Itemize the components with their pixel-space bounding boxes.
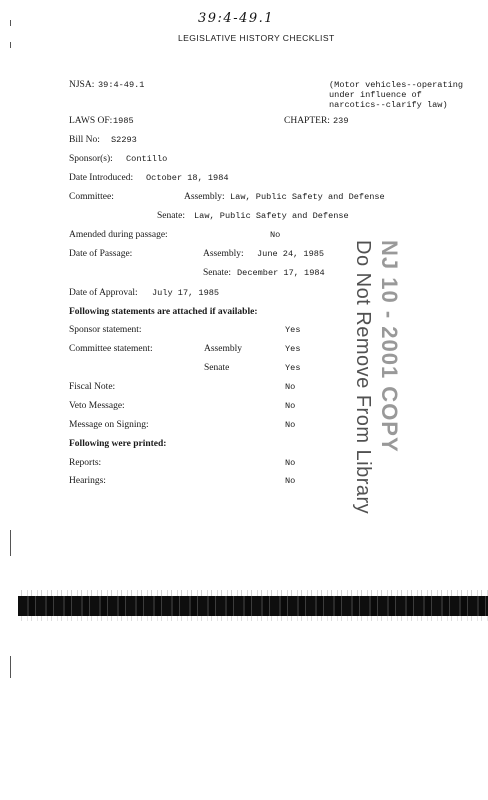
statements-heading: Following statements are attached if available: [69,307,258,317]
message-on-signing-label: Message on Signing: [69,420,149,430]
date-of-passage-label: Date of Passage: [69,249,133,259]
stamp-line-2: Do Not Remove From Library [352,240,374,515]
bill-no-label: Bill No: [69,135,100,145]
chapter-value: 239 [333,116,349,126]
committee-statement-senate-label: Senate [204,363,230,373]
passage-assembly-value: June 24, 1985 [257,249,325,259]
committee-label: Committee: [69,192,114,202]
date-introduced-value: October 18, 1984 [146,173,229,183]
amended-label: Amended during passage: [69,230,168,240]
njsa-value: 39:4-49.1 [98,80,145,90]
laws-of-value: 1985 [113,116,134,126]
passage-senate-label: Senate: [203,268,231,278]
veto-message-label: Veto Message: [69,401,125,411]
committee-assembly-label: Assembly: [184,192,225,202]
message-on-signing-value: No [285,420,296,430]
scan-noise-bottom [18,616,488,621]
date-of-approval-label: Date of Approval: [69,288,138,298]
veto-message-value: No [285,401,296,411]
sponsor-statement-value: Yes [285,325,301,335]
scan-edge-mark [10,20,11,26]
amended-value: No [270,230,281,240]
reports-label: Reports: [69,458,102,468]
passage-assembly-label: Assembly: [203,249,244,259]
scan-edge-mark [10,42,11,48]
hearings-label: Hearings: [69,476,106,486]
printed-heading: Following were printed: [69,439,167,449]
scan-artifact-bar [18,596,488,616]
committee-statement-label: Committee statement: [69,344,153,354]
date-of-approval-value: July 17, 1985 [152,288,220,298]
page-title: LEGISLATIVE HISTORY CHECKLIST [178,33,335,43]
subject-line-1: (Motor vehicles--operating [329,80,464,90]
hearings-value: No [285,476,296,486]
committee-statement-senate-value: Yes [285,363,301,373]
njsa-label: NJSA: [69,80,95,90]
committee-statement-assembly-label: Assembly [204,344,242,354]
chapter-label: CHAPTER: [284,116,330,126]
subject-line-3: narcotics--clarify law) [329,100,448,110]
laws-of-label: LAWS OF: [69,116,113,126]
committee-senate-label: Senate: [157,211,185,221]
reports-value: No [285,458,296,468]
scan-edge-mark [10,530,11,556]
committee-senate-value: Law, Public Safety and Defense [194,211,349,221]
subject-line-2: under influence of [329,90,422,100]
sponsors-label: Sponsor(s): [69,154,113,164]
date-introduced-label: Date Introduced: [69,173,134,183]
stamp-line-1: NJ 10 - 2001 COPY [377,240,402,453]
scan-edge-mark [10,656,11,678]
library-stamp [351,240,402,514]
fiscal-note-value: No [285,382,296,392]
bill-no-value: S2293 [111,135,137,145]
committee-assembly-value: Law, Public Safety and Defense [230,192,385,202]
handwritten-reference: 39:4-49.1 [198,11,275,26]
committee-statement-assembly-value: Yes [285,344,301,354]
sponsors-value: Contillo [126,154,168,164]
fiscal-note-label: Fiscal Note: [69,382,116,392]
passage-senate-value: December 17, 1984 [237,268,325,278]
sponsor-statement-label: Sponsor statement: [69,325,142,335]
